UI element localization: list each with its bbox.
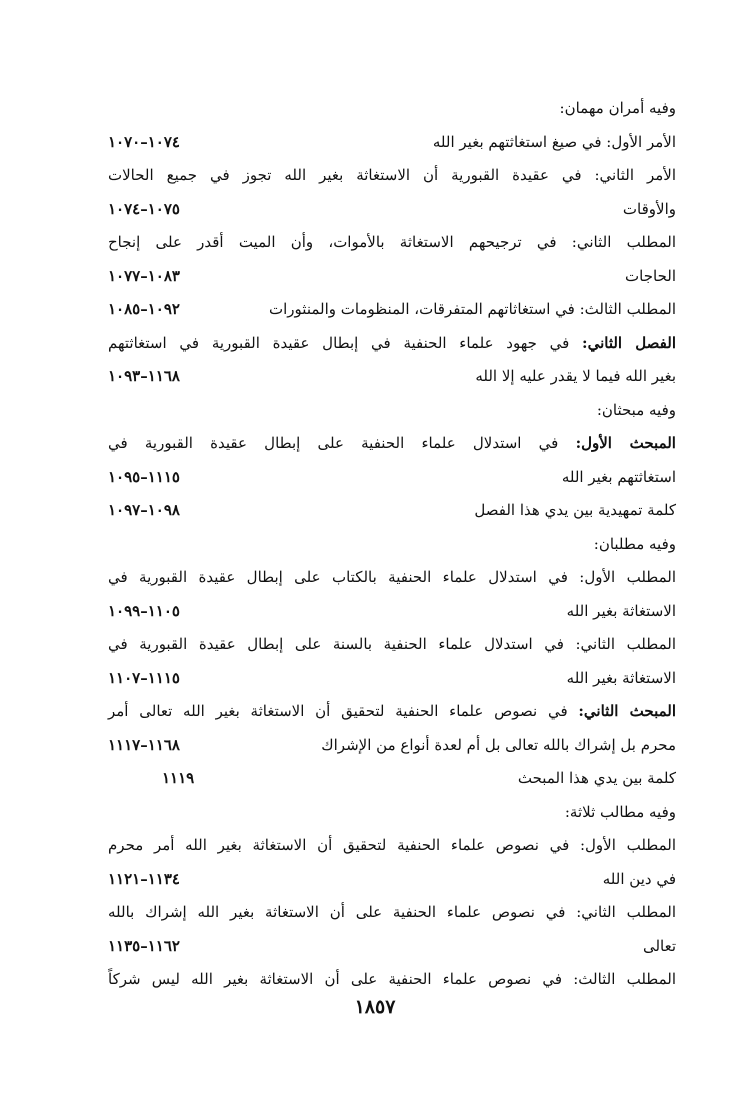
toc-line-text xyxy=(108,963,676,997)
toc-line-title: المطلب الثاني: في ترجيحهم الاستغاثة بالأموات، وأن الميت أقدر على إنجاح xyxy=(108,233,676,251)
toc-line-label: المبحث الأول: xyxy=(575,434,676,452)
toc-line-text xyxy=(565,796,676,830)
toc-line xyxy=(108,461,676,495)
toc-line-title: كلمة بين يدي هذا المبحث xyxy=(517,769,676,787)
toc-line-title: وفيه أمران مهمان: xyxy=(559,99,676,117)
toc-page-range: ١١١٥–١١٠٧ xyxy=(108,668,180,687)
toc-line xyxy=(108,762,676,796)
toc-line xyxy=(108,394,676,428)
toc-line-title: المطلب الثاني: في استدلال علماء الحنفية بالسنة على إبطال عقيدة القبورية في xyxy=(108,635,676,653)
toc-line-text xyxy=(108,159,676,193)
toc-line xyxy=(108,159,676,193)
toc-line-title: وفيه مبحثان: xyxy=(596,400,676,419)
toc-line xyxy=(108,327,676,361)
toc-line-text xyxy=(108,226,676,260)
toc-line xyxy=(108,930,676,964)
toc-line xyxy=(108,226,676,260)
toc-line-text xyxy=(474,494,676,528)
toc-line-title: المطلب الأول: في نصوص علماء الحنفية لتحقيق أن الاستغاثة بغير الله أمر محرم xyxy=(108,836,676,854)
toc-page-range: ١٠٩٢–١٠٨٥ xyxy=(108,300,180,318)
toc-line-title: الاستغاثة بغير الله xyxy=(566,668,676,687)
toc-page-range: ١٠٨٣–١٠٧٧ xyxy=(108,266,180,285)
toc-line-title: في جهود علماء الحنفية في إبطال عقيدة القبورية في استغاثتهم xyxy=(108,333,583,352)
toc-line-title: في نصوص علماء الحنفية لتحقيق أن الاستغاثة بغير الله تعالى أمر xyxy=(108,702,579,720)
toc-line-title: تعالى xyxy=(642,936,676,955)
toc-line xyxy=(108,729,676,763)
toc-page-range: ١١٦٨–١١١٧ xyxy=(108,735,180,754)
toc-line-text xyxy=(269,293,676,327)
toc-page-range: ١٠٧٥–١٠٧٤ xyxy=(108,199,180,218)
toc-page-range: ١١٦٨–١٠٩٣ xyxy=(108,367,180,385)
toc-line-text xyxy=(597,394,676,428)
page-number: ١٨٥٧ xyxy=(354,996,396,1018)
toc-line xyxy=(108,494,676,528)
toc-line xyxy=(108,695,676,729)
toc-line xyxy=(108,829,676,863)
toc-page xyxy=(108,92,676,997)
toc-line-title: استغاثتهم بغير الله xyxy=(561,467,676,486)
toc-line xyxy=(108,360,676,394)
toc-line xyxy=(108,561,676,595)
toc-line xyxy=(108,628,676,662)
toc-line xyxy=(108,963,676,997)
toc-line-title: في دين الله xyxy=(602,869,676,888)
toc-line-text xyxy=(108,896,676,930)
toc-page-range: ١٠٩٨–١٠٩٧ xyxy=(108,501,180,519)
toc-line-title: والأوقات xyxy=(622,199,676,218)
toc-line-text xyxy=(475,360,676,394)
toc-line-text xyxy=(108,327,676,361)
toc-line-text xyxy=(643,930,676,964)
toc-line-title: الأمر الثاني: في عقيدة القبورية أن الاستغاثة بغير الله تجوز في جميع الحالات xyxy=(108,166,676,184)
toc-line-title: المطلب الثالث: في نصوص علماء الحنفية على أن الاستغاثة بغير الله ليس شركاً xyxy=(108,970,676,988)
toc-line xyxy=(108,595,676,629)
toc-line-text xyxy=(321,729,676,763)
toc-line-text xyxy=(108,829,676,863)
toc-line xyxy=(108,260,676,294)
toc-line-title: الحاجات xyxy=(625,266,676,285)
toc-line-title: كلمة تمهيدية بين يدي هذا الفصل xyxy=(474,501,676,519)
toc-line-label: الفصل الثاني: xyxy=(582,333,676,352)
toc-page-range: ١١٦٢–١١٣٥ xyxy=(108,936,180,955)
toc-line-title: المطلب الثالث: في استغاثاتهم المتفرقات، المنظومات والمنثورات xyxy=(269,300,676,318)
toc-line xyxy=(108,126,676,160)
toc-line xyxy=(108,796,676,830)
toc-page-range: ١١١٩ xyxy=(162,769,195,787)
toc-line xyxy=(108,896,676,930)
toc-line-text xyxy=(603,863,676,897)
toc-page-range: ١١٠٥–١٠٩٩ xyxy=(108,601,180,620)
toc-line-text xyxy=(594,528,676,562)
toc-line-text xyxy=(562,461,676,495)
toc-line-text xyxy=(433,126,676,160)
toc-line-title: بغير الله فيما لا يقدر عليه إلا الله xyxy=(475,367,676,385)
toc-line-text xyxy=(108,427,676,461)
toc-line-text xyxy=(560,92,676,126)
toc-line-title: وفيه مطلبان: xyxy=(593,534,676,553)
toc-line-title: وفيه مطالب ثلاثة: xyxy=(564,802,676,821)
toc-line-text xyxy=(518,762,676,796)
toc-line-text xyxy=(108,628,676,662)
toc-line xyxy=(108,293,676,327)
toc-line xyxy=(108,863,676,897)
toc-page-range: ١٠٧٤–١٠٧٠ xyxy=(108,132,180,151)
toc-line-text xyxy=(567,595,676,629)
toc-line-text xyxy=(108,561,676,595)
toc-line xyxy=(108,662,676,696)
toc-line-text xyxy=(108,695,676,729)
toc-line-text xyxy=(625,260,676,294)
toc-page-range: ١١١٥–١٠٩٥ xyxy=(108,467,180,486)
toc-line-title: الأمر الأول: في صيغ استغاثتهم بغير الله xyxy=(432,132,676,151)
toc-line xyxy=(108,92,676,126)
toc-line xyxy=(108,427,676,461)
toc-line-title: محرم بل إشراك بالله تعالى بل أم لعدة أنواع من الإشراك xyxy=(321,735,676,754)
toc-line-title: الاستغاثة بغير الله xyxy=(566,601,676,620)
toc-line-title: المطلب الأول: في استدلال علماء الحنفية بالكتاب على إبطال عقيدة القبورية في xyxy=(108,568,676,586)
toc-line-text xyxy=(623,193,676,227)
toc-page-range: ١١٣٤–١١٢١ xyxy=(108,869,180,888)
toc-line xyxy=(108,528,676,562)
toc-line-title: المطلب الثاني: في نصوص علماء الحنفية على أن الاستغاثة بغير الله إشراك بالله xyxy=(108,903,676,921)
toc-line-text xyxy=(567,662,676,696)
toc-line-label: المبحث الثاني: xyxy=(578,702,677,720)
toc-line-title: في استدلال علماء الحنفية على إبطال عقيدة القبورية في xyxy=(108,434,576,452)
toc-line xyxy=(108,193,676,227)
